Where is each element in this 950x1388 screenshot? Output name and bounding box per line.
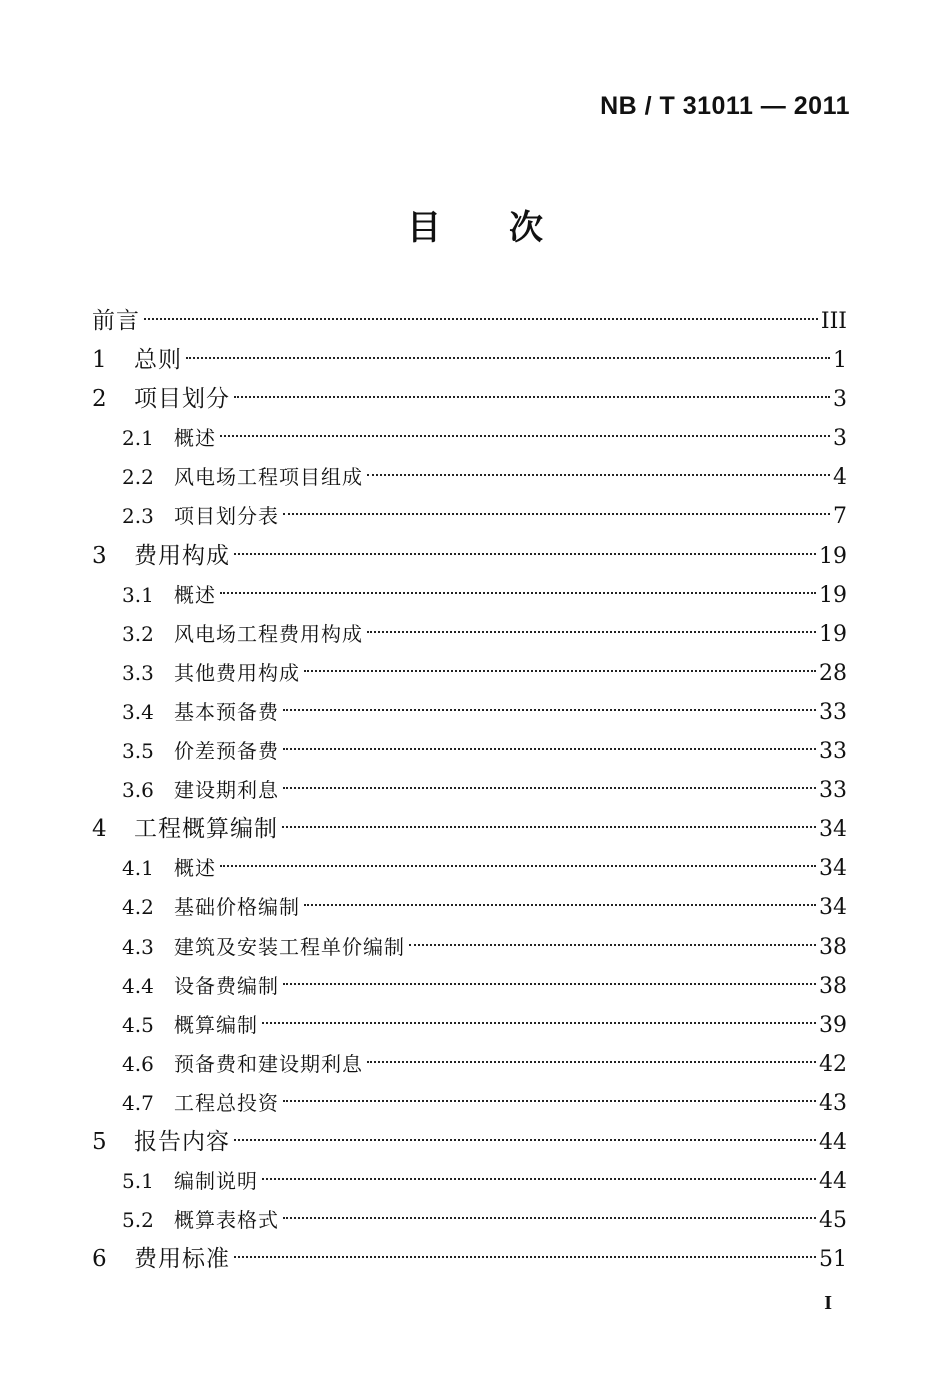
toc-entry-number: 2.1: [122, 426, 154, 451]
toc-entry-page: 34: [819, 817, 847, 843]
toc-entry-number: 4: [92, 816, 107, 843]
dot-leader: [283, 1217, 816, 1219]
toc-entry-label: 设备费编制: [174, 973, 279, 998]
toc-entry[interactable]: [92, 1123, 847, 1162]
toc-entry[interactable]: [92, 928, 847, 967]
toc-entry-number: 6: [92, 1246, 107, 1273]
toc-entry-number: 4.4: [122, 973, 154, 998]
dot-leader: [283, 787, 816, 789]
dot-leader: [283, 709, 816, 711]
toc-entry[interactable]: [92, 341, 847, 380]
dot-leader: [144, 318, 818, 320]
dot-leader: [186, 357, 830, 359]
toc-entry-label: 报告内容: [134, 1128, 230, 1155]
toc-entry[interactable]: [92, 1162, 847, 1201]
toc-entry-label: 费用构成: [134, 542, 230, 569]
dot-leader: [304, 904, 816, 906]
toc-entry-page: 38: [819, 973, 847, 999]
dot-leader: [234, 1256, 816, 1258]
dot-leader: [234, 1139, 816, 1141]
toc-entry[interactable]: [92, 888, 847, 927]
dot-leader: [220, 435, 830, 437]
toc-entry-page: 33: [819, 778, 847, 804]
toc-entry[interactable]: [92, 1240, 847, 1279]
toc-entry-page: 45: [819, 1208, 847, 1234]
toc-entry-number: 3.4: [122, 699, 154, 724]
toc-entry-number: 3: [92, 542, 107, 569]
toc-entry-page: 33: [819, 739, 847, 765]
toc-entry[interactable]: [92, 732, 847, 771]
toc-entry-number: 3.2: [122, 621, 154, 646]
toc-entry[interactable]: [92, 810, 847, 849]
toc-entry[interactable]: [92, 1045, 847, 1084]
toc-entry-label: 概述: [174, 426, 216, 451]
page-number: I: [824, 1292, 832, 1314]
toc-entry[interactable]: [92, 1084, 847, 1123]
dot-leader: [283, 1100, 816, 1102]
toc-entry-label: 项目划分: [134, 386, 230, 413]
toc-entry-label: 其他费用构成: [174, 660, 300, 685]
toc-entry-page: 3: [833, 426, 847, 452]
dot-leader: [220, 592, 816, 594]
dot-leader: [367, 1061, 816, 1063]
toc-entry-page: 44: [819, 1169, 847, 1195]
dot-leader: [367, 631, 816, 633]
toc-entry-number: 5.1: [122, 1169, 154, 1194]
toc-entry-number: 5.2: [122, 1208, 154, 1233]
toc-entry[interactable]: [92, 537, 847, 576]
toc-entry-label: 费用标准: [134, 1246, 230, 1273]
toc-entry-label: 编制说明: [174, 1169, 258, 1194]
toc-entry-number: 4.5: [122, 1012, 154, 1037]
toc-entry-label: 概算表格式: [174, 1208, 279, 1233]
toc-entry[interactable]: [92, 615, 847, 654]
toc-entry[interactable]: [92, 849, 847, 888]
toc-entry-label: 基础价格编制: [174, 895, 300, 920]
toc-entry-page: 34: [819, 895, 847, 921]
toc-entry-page: 19: [819, 582, 847, 608]
toc-entry-label: 工程概算编制: [134, 816, 278, 843]
toc-entry-number: 3.6: [122, 778, 154, 803]
toc-entry-page: 34: [819, 856, 847, 882]
toc-entry-label: 基本预备费: [174, 699, 279, 724]
toc-entry-label: 工程总投资: [174, 1090, 279, 1115]
toc-entry-number: 4.2: [122, 895, 154, 920]
dot-leader: [283, 983, 816, 985]
toc-entry-label: 项目划分表: [174, 504, 279, 529]
toc-entry-number: 4.1: [122, 856, 154, 881]
document-code: NB / T 31011 — 2011: [600, 92, 850, 120]
toc-entry[interactable]: [92, 576, 847, 615]
toc-entry[interactable]: [92, 302, 847, 341]
toc-entry-page: 43: [819, 1090, 847, 1116]
toc-entry-page: 44: [819, 1129, 847, 1155]
toc-entry-page: 28: [819, 660, 847, 686]
dot-leader: [282, 826, 816, 828]
toc-entry[interactable]: [92, 771, 847, 810]
toc-entry-number: 3.5: [122, 739, 154, 764]
dot-leader: [367, 474, 830, 476]
toc-entry-label: 预备费和建设期利息: [174, 1051, 363, 1076]
table-of-contents: [92, 302, 847, 1279]
toc-entry-label: 概算编制: [174, 1012, 258, 1037]
dot-leader: [220, 865, 816, 867]
toc-entry-page: 3: [833, 387, 847, 413]
dot-leader: [262, 1178, 816, 1180]
toc-entry[interactable]: [92, 693, 847, 732]
toc-entry-page: 7: [833, 504, 847, 530]
toc-entry[interactable]: [92, 380, 847, 419]
toc-entry[interactable]: [92, 458, 847, 497]
dot-leader: [283, 513, 830, 515]
toc-entry-number: 4.7: [122, 1090, 154, 1115]
page-title: 目次: [407, 208, 611, 248]
toc-entry-number: 2.3: [122, 504, 154, 529]
dot-leader: [234, 396, 830, 398]
toc-entry-label: 概述: [174, 856, 216, 881]
dot-leader: [234, 553, 816, 555]
toc-entry-page: 33: [819, 699, 847, 725]
toc-entry-label: 总则: [134, 347, 182, 374]
toc-entry[interactable]: [92, 1006, 847, 1045]
toc-entry-page: 4: [833, 465, 847, 491]
toc-entry-number: 4.3: [122, 934, 154, 959]
toc-entry-page: 19: [819, 543, 847, 569]
toc-entry[interactable]: [92, 497, 847, 536]
toc-entry-label: 建设期利息: [174, 778, 279, 803]
toc-entry-label: 建筑及安装工程单价编制: [174, 934, 405, 959]
toc-entry-page: III: [820, 309, 847, 334]
toc-entry-page: 38: [819, 934, 847, 960]
toc-entry-page: 39: [819, 1012, 847, 1038]
toc-entry-label: 价差预备费: [174, 739, 279, 764]
dot-leader: [262, 1022, 816, 1024]
toc-entry-number: 5: [92, 1128, 107, 1155]
toc-entry-label: 概述: [174, 582, 216, 607]
toc-entry-page: 19: [819, 621, 847, 647]
dot-leader: [304, 670, 816, 672]
toc-entry-page: 42: [819, 1051, 847, 1077]
toc-entry-number: 3.3: [122, 660, 154, 685]
toc-entry-page: 1: [833, 348, 847, 374]
toc-entry[interactable]: [92, 967, 847, 1006]
toc-entry-number: 4.6: [122, 1051, 154, 1076]
toc-entry[interactable]: [92, 1201, 847, 1240]
toc-entry[interactable]: [92, 419, 847, 458]
toc-entry[interactable]: [92, 654, 847, 693]
toc-entry-label: 风电场工程费用构成: [174, 621, 363, 646]
toc-entry-number: 3.1: [122, 582, 154, 607]
dot-leader: [283, 748, 816, 750]
toc-entry-number: 1: [92, 347, 107, 374]
toc-entry-label: 风电场工程项目组成: [174, 465, 363, 490]
toc-entry-number: 2.2: [122, 465, 154, 490]
toc-entry-page: 51: [819, 1247, 847, 1273]
toc-entry-label: 前言: [92, 308, 140, 334]
dot-leader: [409, 944, 816, 946]
toc-entry-number: 2: [92, 386, 107, 413]
